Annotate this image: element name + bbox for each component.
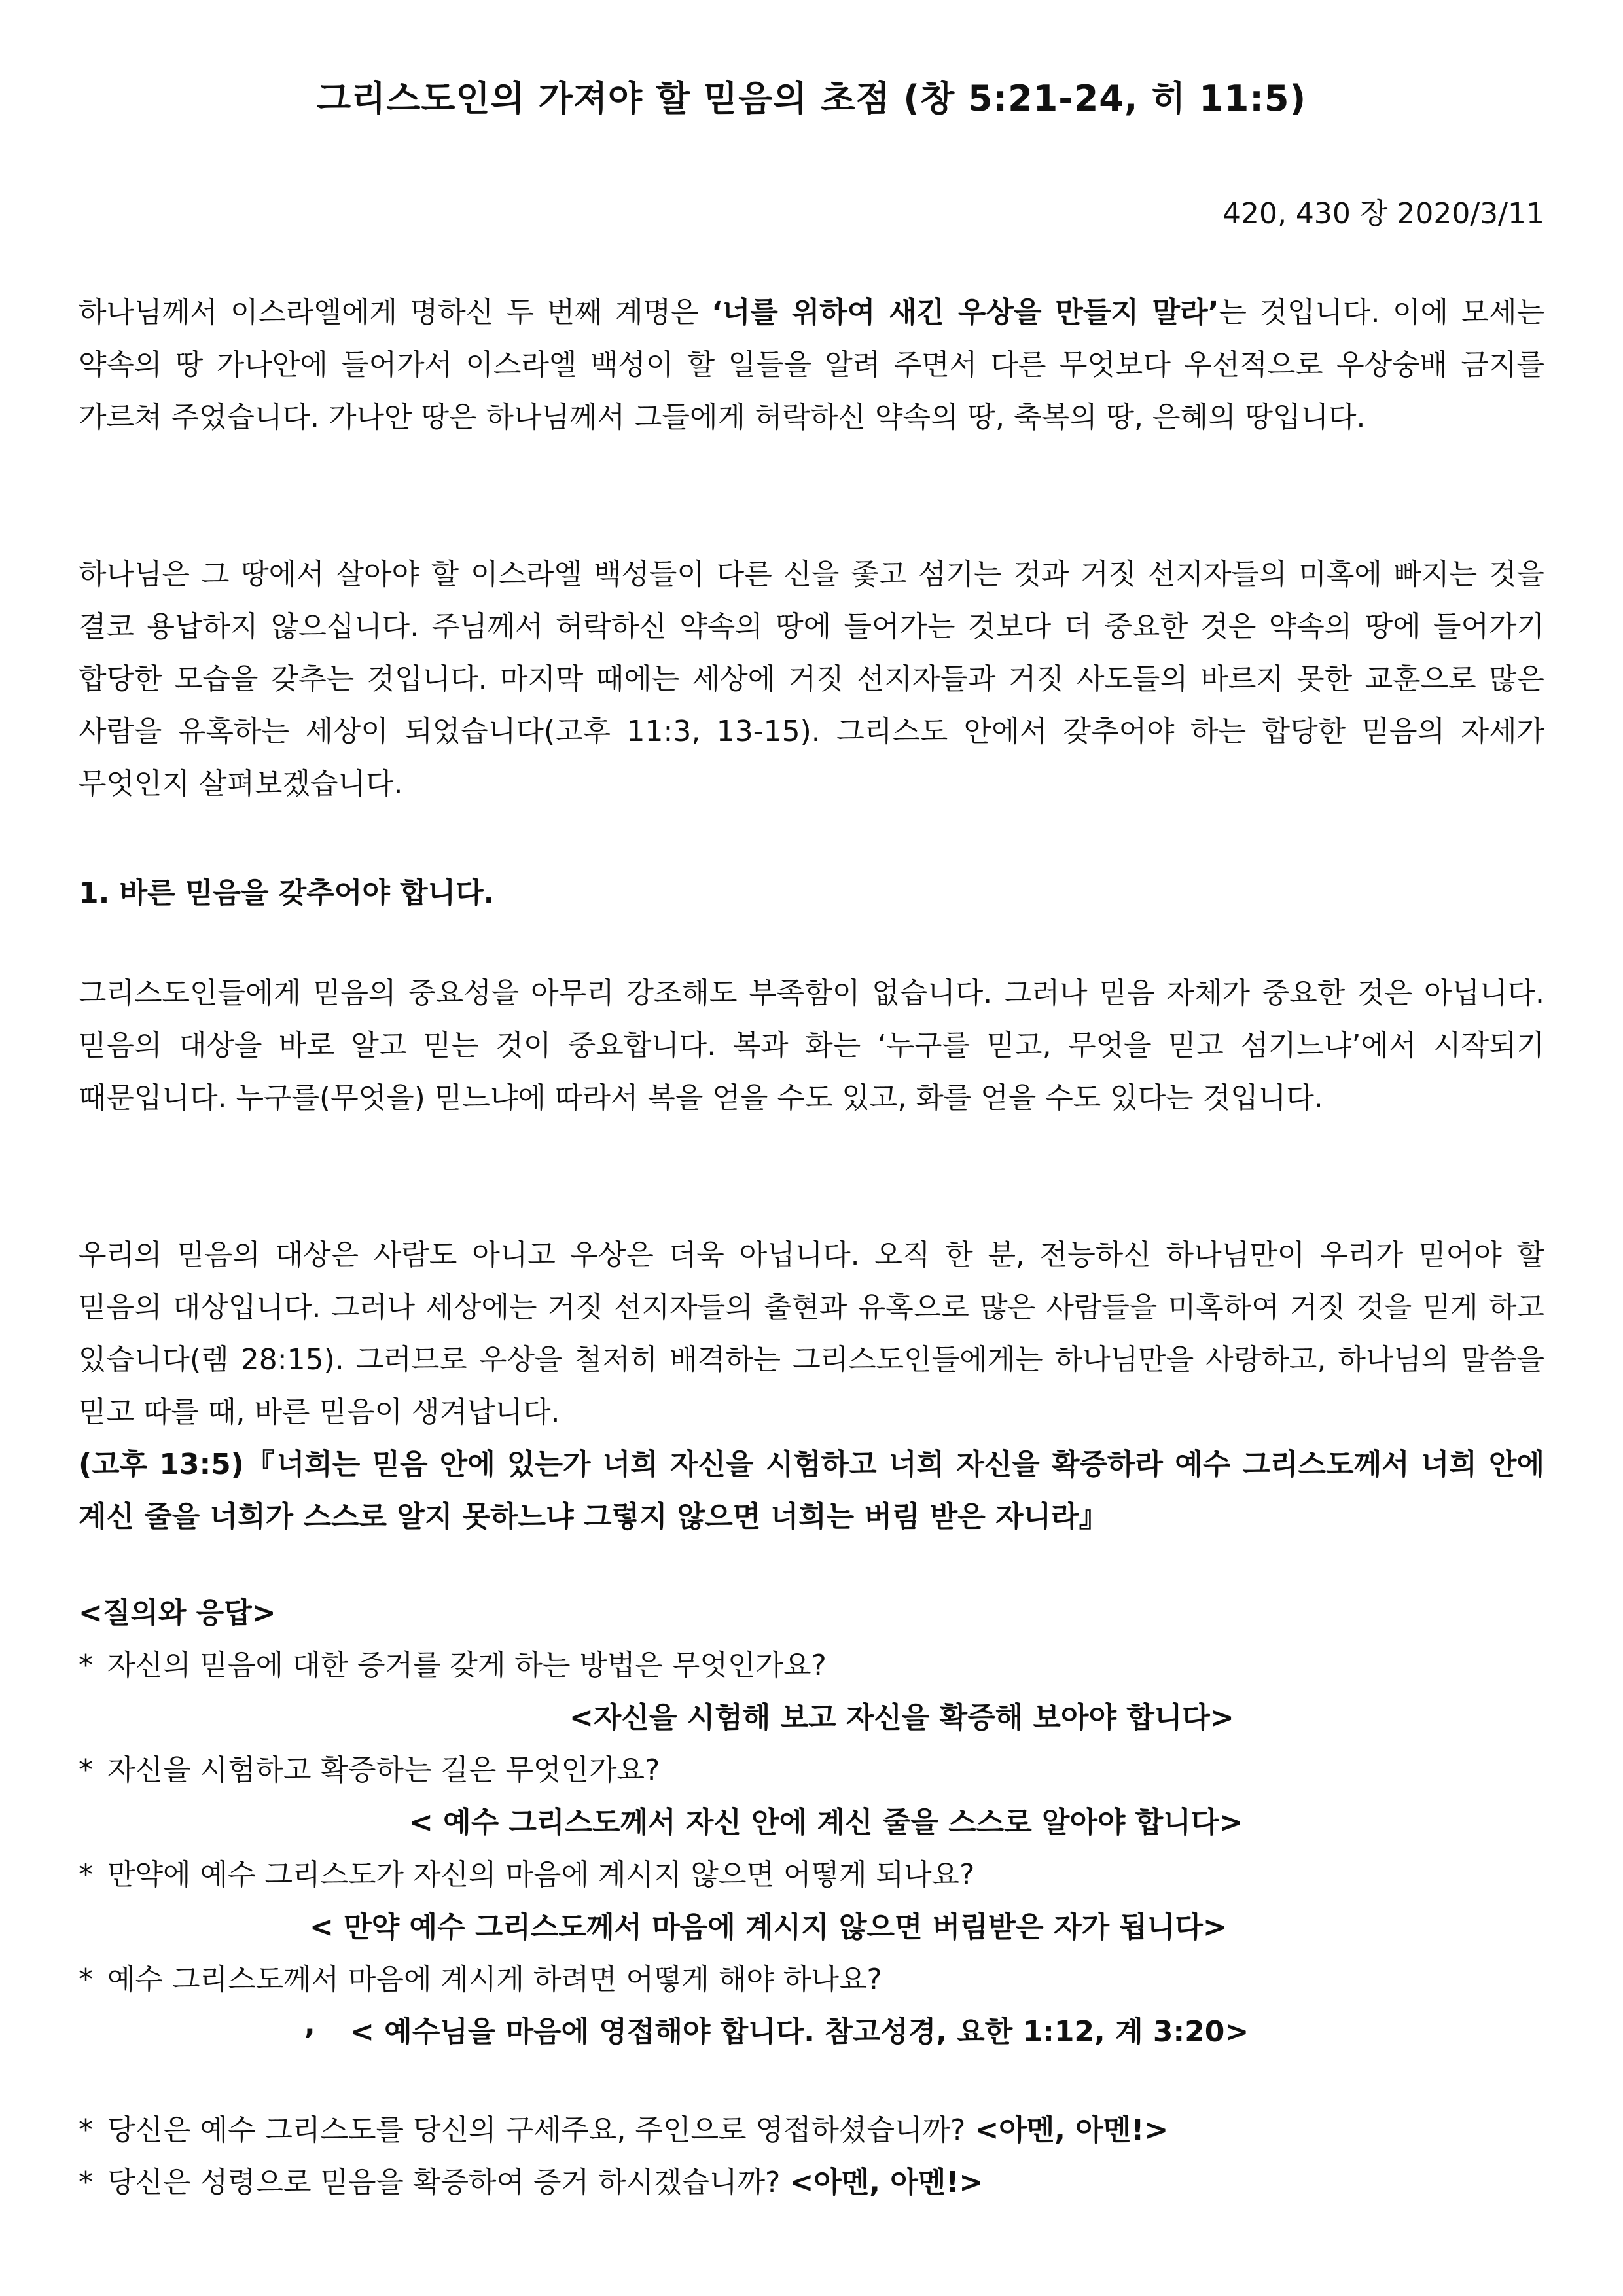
qa-answer-4-comma: , — [304, 2008, 315, 2041]
section-1-paragraph-1: 그리스도인들에게 믿음의 중요성을 아무리 강조해도 부족함이 없습니다. 그러나 믿음 자체가 중요한 것은 아닙니다. 믿음의 대상을 바로 알고 믿는 것이 중요합니다. 복과 화는 ‘누구를 믿고, 무엇을 믿고 섬기느냐’에서 시작되기 때문입니다. 누구를(무엇을) 믿느냐에 따라서 복을 얻을 수도 있고, 화를 얻을 수도 있다는 것입니다. — [79, 977, 1544, 1115]
p1-text-end: 는 것입니다. 이에 모세는 약속의 땅 가나안에 들어가서 이스라엘 백성이 할 일들을 알려 주면서 다른 무엇보다 우선적으로 우상숭배 금지를 가르쳐 주었습니다. 가나안 땅은 하나님께서 그들에게 허락하신 약속의 땅, 축복의 땅, 은혜의 땅입니다. — [79, 296, 1544, 434]
qa-answer-5: <아멘, 아멘!> — [974, 2113, 1169, 2147]
bullet-star-icon: * — [79, 1858, 93, 1892]
question-text: 당신은 성령으로 믿음을 확증하여 증거 하시겠습니까? — [107, 2166, 781, 2199]
section-1-paragraph-2: 우리의 믿음의 대상은 사람도 아니고 우상은 더욱 아닙니다. 오직 한 분, 전능하신 하나님만이 우리가 믿어야 할 믿음의 대상입니다. 그러나 세상에는 거짓 선지자들의 출현과 유혹으로 많은 사람들을 미혹하여 거짓 것을 믿게 하고 있습니다(렘 28:15). 그러므로 우상을 철저히 배격하는 그리스도인들에게는 하나님만을 사랑하고, 하나님의 말씀을 믿고 따를 때, 바른 믿음이 생겨납니다. — [79, 1238, 1544, 1429]
bullet-star-icon: * — [79, 1963, 93, 1996]
page-title: 그리스도인의 가져야 할 믿음의 초점 (창 5:21-24, 히 11:5) — [316, 78, 1307, 119]
qa-answer-2: < 예수 그리스도께서 자신 안에 계신 줄을 스스로 알아야 합니다> — [409, 1806, 1243, 1839]
qa-answer-1: <자신을 시험해 보고 자신을 확증해 보아야 합니다> — [569, 1701, 1234, 1734]
bullet-star-icon: * — [79, 1753, 93, 1787]
qa-question-2 — [79, 1746, 660, 1788]
qa-question-3 — [79, 1851, 974, 1893]
qa-answer-3: < 만약 예수 그리스도께서 마음에 계시지 않으면 버림받은 자가 됩니다> — [310, 1910, 1227, 1944]
qa-question-1 — [79, 1641, 827, 1683]
bullet-star-icon: * — [79, 2166, 93, 2199]
document-page — [79, 0, 1544, 2296]
question-text: 자신의 믿음에 대한 증거를 갖게 하는 방법은 무엇인가요? — [107, 1649, 827, 1682]
p1-text-start: 하나님께서 이스라엘에게 명하신 두 번째 계명은 — [79, 296, 712, 329]
question-text: 예수 그리스도께서 마음에 계시게 하려면 어떻게 해야 하나요? — [107, 1963, 882, 1996]
qa-answer-4: < 예수님을 마음에 영접해야 합니다. 참고성경, 요한 1:12, 계 3:20> — [350, 2015, 1249, 2049]
qa-answer-6: <아멘, 아멘!> — [789, 2166, 984, 2199]
bullet-star-icon: * — [79, 1649, 93, 1682]
qa-question-6 — [79, 2159, 983, 2200]
qa-question-5 — [79, 2106, 1168, 2148]
commandment-quote: ‘너를 위하여 새긴 우상을 만들지 말라’ — [711, 296, 1219, 329]
question-text: 당신은 예수 그리스도를 당신의 구세주요, 주인으로 영접하셨습니까? — [107, 2113, 966, 2147]
question-text: 만약에 예수 그리스도가 자신의 마음에 계시지 않으면 어떻게 되나요? — [107, 1858, 975, 1892]
question-text: 자신을 시험하고 확증하는 길은 무엇인가요? — [107, 1753, 660, 1787]
qa-question-4 — [79, 1956, 882, 1998]
scripture-quote: (고후 13:5)『너희는 믿음 안에 있는가 너희 자신을 시험하고 너희 자신을 확증하라 예수 그리스도께서 너희 안에 계신 줄을 너희가 스스로 알지 못하느냐 그렇지 않으면 너희는 버림 받은 자니라』 — [79, 1448, 1544, 1534]
section-1-heading: 1. 바른 믿음을 갖추어야 합니다. — [79, 876, 495, 910]
intro-paragraph-1 — [79, 287, 1544, 444]
qa-heading: <질의와 응답> — [79, 1596, 276, 1630]
hymn-date-line: 420, 430 장 2020/3/11 — [1222, 197, 1544, 230]
bullet-star-icon: * — [79, 2113, 93, 2147]
intro-paragraph-2: 하나님은 그 땅에서 살아야 할 이스라엘 백성들이 다른 신을 좇고 섬기는 것과 거짓 선지자들의 미혹에 빠지는 것을 결코 용납하지 않으십니다. 주님께서 허락하신 약속의 땅에 들어가는 것보다 더 중요한 것은 약속의 땅에 들어가기 합당한 모습을 갖추는 것입니다. 마지막 때에는 세상에 거짓 선지자들과 거짓 사도들의 바르지 못한 교훈으로 많은 사람을 유혹하는 세상이 되었습니다(고후 11:3, 13-15). 그리스도 안에서 갖추어야 하는 합당한 믿음의 자세가 무엇인지 살펴보겠습니다. — [79, 558, 1545, 800]
